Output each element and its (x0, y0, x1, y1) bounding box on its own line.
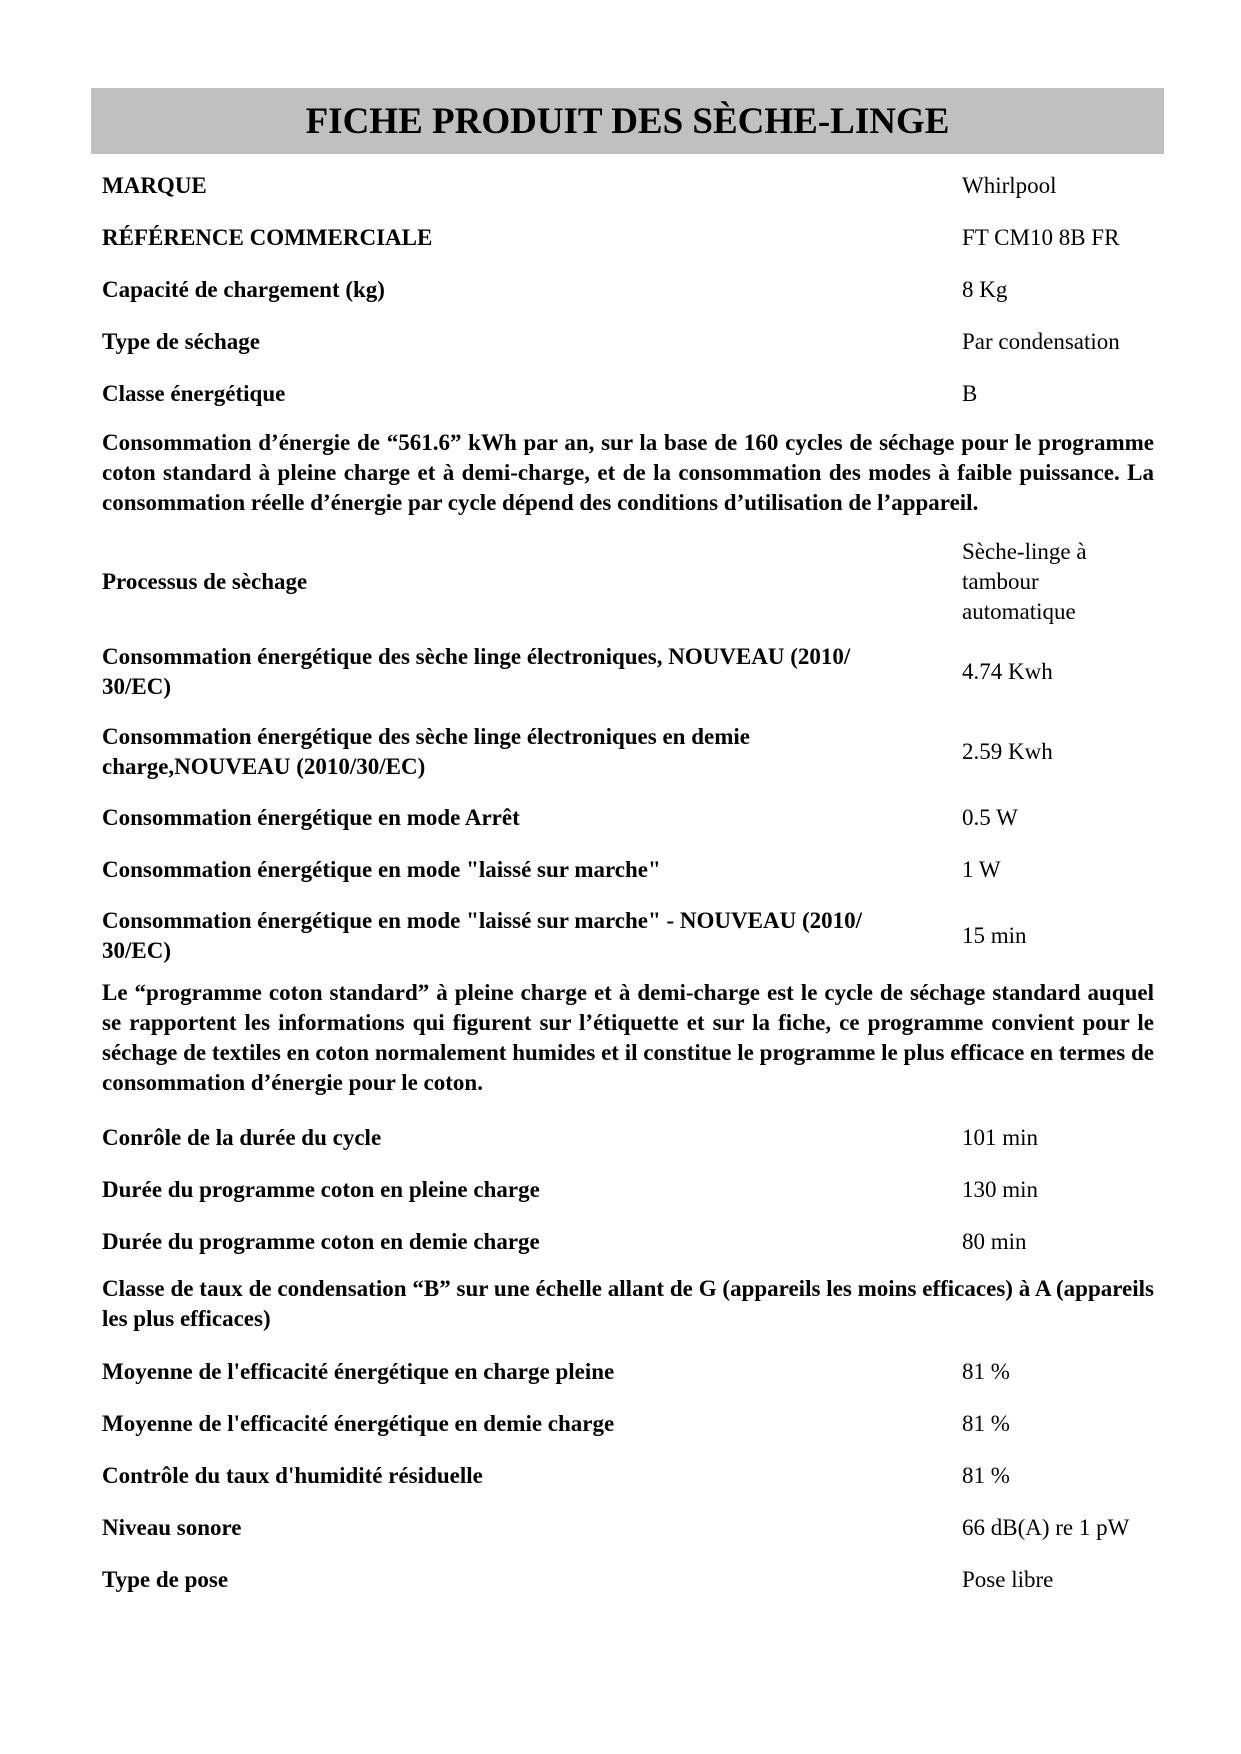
row-label: Processus de sèchage (102, 569, 308, 594)
row-label: Contrôle du taux d'humidité résiduelle (102, 1463, 483, 1488)
row-label: Type de séchage (102, 329, 261, 354)
row-label: Consommation énergétique en mode Arrêt (102, 805, 520, 830)
row-capacity (102, 264, 1154, 316)
row-value: 8 Kg (962, 277, 1008, 302)
row-label: MARQUE (102, 173, 207, 198)
condensation-class-paragraph: Classe de taux de condensation “B” sur une échelle allant de G (appareils les moins efficaces) à A (appareils les plus efficaces) (102, 1276, 1154, 1331)
row-efficiency-half (102, 1398, 1154, 1450)
row-left-on-mode (102, 844, 1154, 896)
row-energy-full-load (102, 632, 1154, 712)
row-full-load-duration (102, 1164, 1154, 1216)
row-installation-type (102, 1554, 1154, 1606)
row-label: Capacité de chargement (kg) (102, 277, 385, 302)
row-label: Durée du programme coton en demie charge (102, 1229, 540, 1254)
row-noise-level (102, 1502, 1154, 1554)
row-label: RÉFÉRENCE COMMERCIALE (102, 225, 433, 250)
row-value: 15 min (962, 923, 1027, 948)
page-title: FICHE PRODUIT DES SÈCHE-LINGE (305, 100, 950, 142)
row-value: 81 % (962, 1411, 1010, 1436)
row-label: Classe énergétique (102, 381, 286, 406)
row-value: B (962, 381, 978, 406)
row-off-mode (102, 792, 1154, 844)
row-value: Pose libre (962, 1567, 1054, 1592)
row-label: Consommation énergétique des sèche linge électroniques en demie charge,NOUVEAU (2010/30/EC) (102, 724, 750, 779)
row-value: FT CM10 8B FR (962, 225, 1120, 250)
row-left-on-duration (102, 896, 1154, 976)
row-value: 80 min (962, 1229, 1027, 1254)
rows-container (91, 160, 1164, 1606)
row-value: Par condensation (962, 329, 1120, 354)
title-bar (91, 88, 1164, 154)
row-value: 130 min (962, 1177, 1039, 1202)
row-label: Conrôle de la durée du cycle (102, 1125, 382, 1150)
row-label: Type de pose (102, 1567, 229, 1592)
row-label: Niveau sonore (102, 1515, 242, 1540)
row-drying-type (102, 316, 1154, 368)
energy-consumption-paragraph: Consommation d’énergie de “561.6” kWh par an, sur la base de 160 cycles de séchage pour le programme coton standard à pleine charge et à demi-charge, et de la consommation des modes à faible puissance. La consommation réelle d’énergie par cycle dépend des conditions d’utilisation de l’appareil. (102, 430, 1154, 515)
standard-program-paragraph: Le “programme coton standard” à pleine charge et à demi-charge est le cycle de séchage standard auquel se rapportent les informations qui figurent sur l’étiquette et sur la fiche, ce programme convient pour le séchage de textiles en coton normalement humides et il constitue le programme le plus efficace en termes de consommation d’énergie pour le coton. (102, 980, 1154, 1095)
row-label: Moyenne de l'efficacité énergétique en charge pleine (102, 1359, 615, 1384)
row-value: 66 dB(A) re 1 pW (962, 1515, 1130, 1540)
row-value: 101 min (962, 1125, 1039, 1150)
row-value: 81 % (962, 1359, 1010, 1384)
row-energy-half-load (102, 712, 1154, 792)
row-value: 2.59 Kwh (962, 739, 1053, 764)
product-sheet (91, 88, 1164, 1606)
row-value: Sèche-linge à tambour automatique (962, 539, 1087, 624)
row-brand (102, 160, 1154, 212)
row-efficiency-full (102, 1346, 1154, 1398)
row-cycle-duration (102, 1112, 1154, 1164)
row-label: Durée du programme coton en pleine charge (102, 1177, 540, 1202)
row-energy-class (102, 368, 1154, 420)
row-residual-humidity (102, 1450, 1154, 1502)
row-label: Consommation énergétique des sèche linge électroniques, NOUVEAU (2010/ 30/EC) (102, 644, 851, 699)
row-value: 4.74 Kwh (962, 659, 1053, 684)
row-value: 81 % (962, 1463, 1010, 1488)
row-label: Moyenne de l'efficacité énergétique en demie charge (102, 1411, 615, 1436)
row-label: Consommation énergétique en mode "laissé sur marche" - NOUVEAU (2010/ 30/EC) (102, 908, 862, 963)
row-drying-process (102, 532, 1154, 632)
row-value: 0.5 W (962, 805, 1018, 830)
row-value: 1 W (962, 857, 1001, 882)
row-reference (102, 212, 1154, 264)
row-value: Whirlpool (962, 173, 1057, 198)
row-label: Consommation énergétique en mode "laissé sur marche" (102, 857, 661, 882)
row-half-load-duration (102, 1216, 1154, 1268)
